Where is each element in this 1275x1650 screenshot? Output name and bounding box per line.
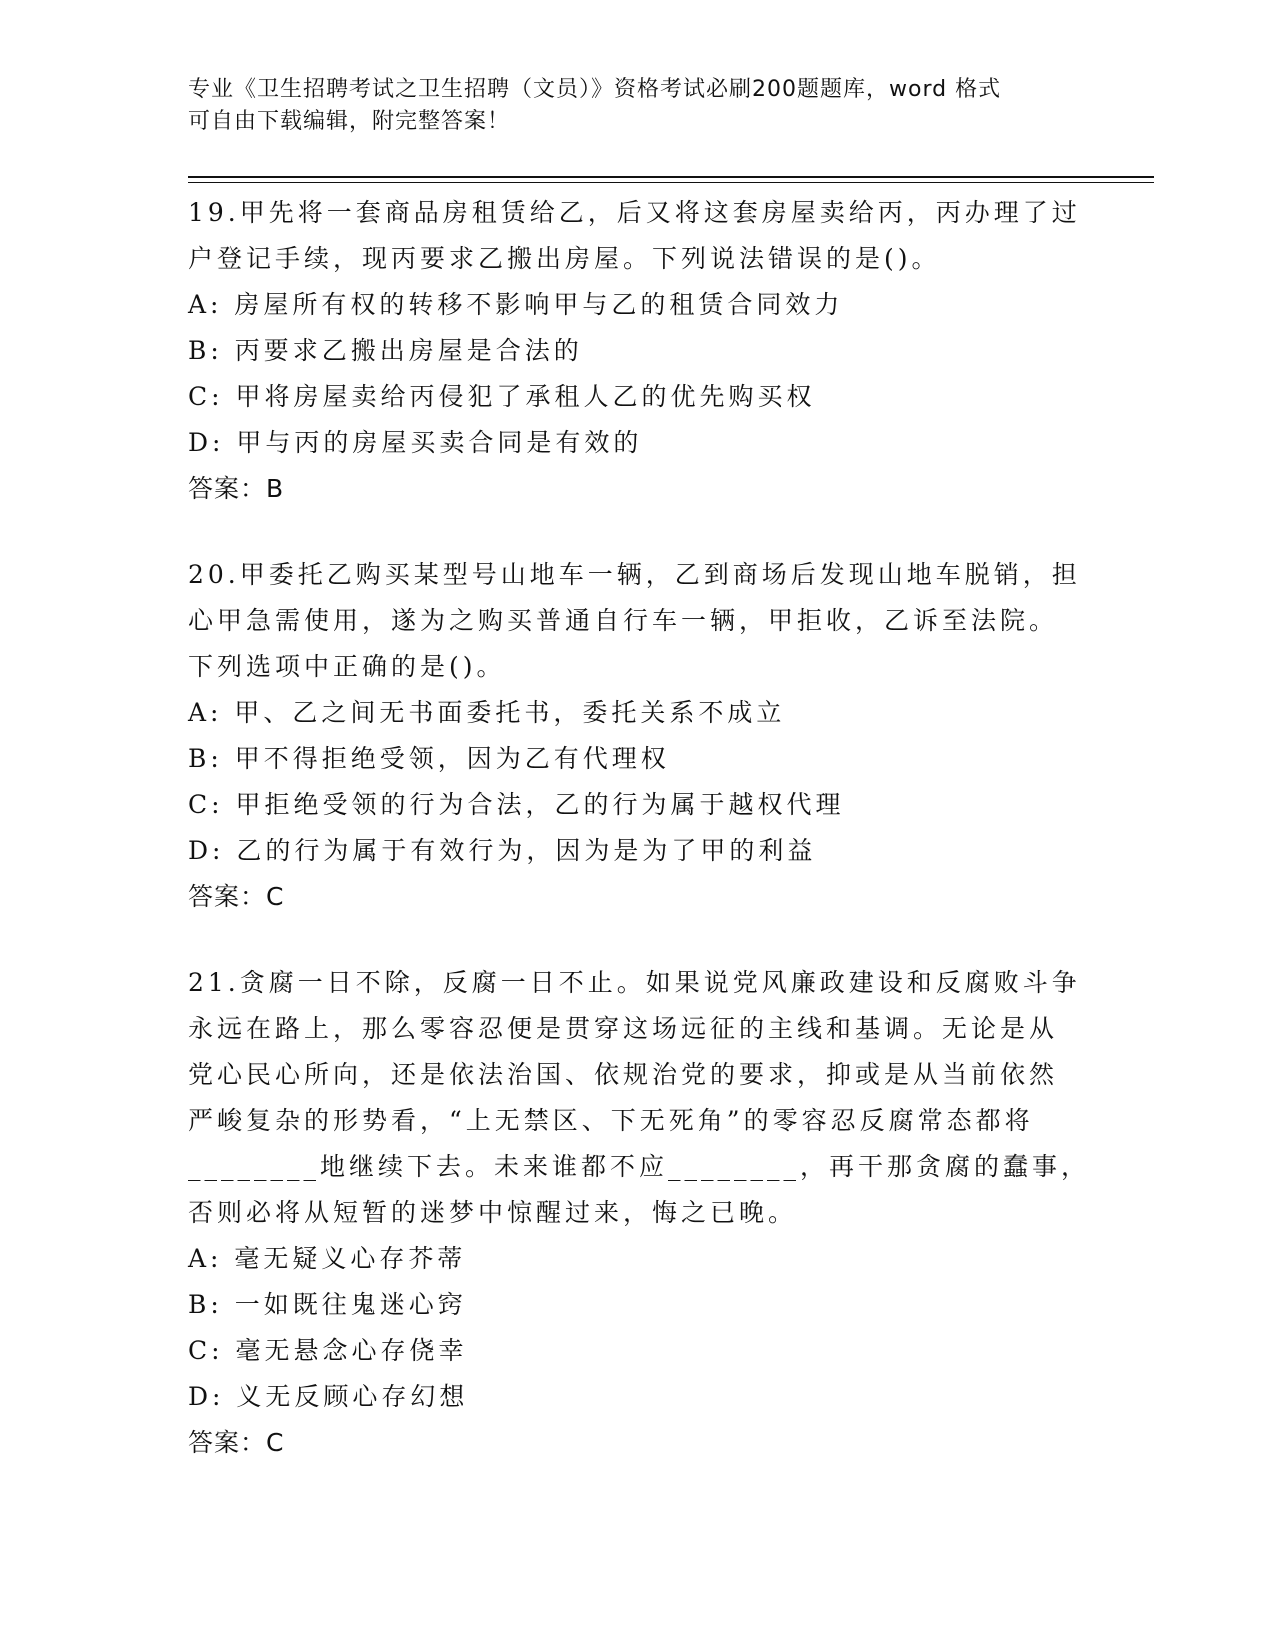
option-d: D: 义无反顾心存幻想 — [188, 1382, 469, 1411]
question-text-line: 19.甲先将一套商品房租赁给乙，后又将这套房屋卖给丙，丙办理了过 — [188, 198, 1081, 227]
option-a: A: 毫无疑义心存芥蒂 — [188, 1244, 467, 1273]
option-b: B: 丙要求乙搬出房屋是合法的 — [188, 336, 583, 365]
option-d: D: 乙的行为属于有效行为，因为是为了甲的利益 — [188, 836, 817, 865]
option-c: C: 毫无悬念心存侥幸 — [188, 1336, 468, 1365]
option-d: D: 甲与丙的房屋买卖合同是有效的 — [188, 428, 643, 457]
option-c: C: 甲将房屋卖给丙侵犯了承租人乙的优先购买权 — [188, 382, 816, 411]
question-19 — [188, 190, 1128, 512]
question-text-line: 户登记手续，现丙要求乙搬出房屋。下列说法错误的是()。 — [188, 244, 941, 273]
header-line-2: 可自由下载编辑，附完整答案！ — [188, 109, 511, 134]
option-c: C: 甲拒绝受领的行为合法，乙的行为属于越权代理 — [188, 790, 845, 819]
option-b: B: 甲不得拒绝受领，因为乙有代理权 — [188, 744, 670, 773]
answer-label: 答案：C — [188, 882, 285, 911]
question-text-line: 心甲急需使用，遂为之购买普通自行车一辆，甲拒收，乙诉至法院。 — [188, 606, 1059, 635]
answer-label: 答案：C — [188, 1428, 285, 1457]
question-text-line: ________地继续下去。未来谁都不应________，再干那贪腐的蠢事， — [188, 1152, 1091, 1181]
question-text-line: 党心民心所向，还是依法治国、依规治党的要求，抑或是从当前依然 — [188, 1060, 1059, 1089]
question-text-line: 否则必将从短暂的迷梦中惊醒过来，悔之已晚。 — [188, 1198, 798, 1227]
question-text-line: 20.甲委托乙购买某型号山地车一辆，乙到商场后发现山地车脱销，担 — [188, 560, 1081, 589]
answer-label: 答案：B — [188, 474, 285, 503]
question-text-line: 21.贪腐一日不除，反腐一日不止。如果说党风廉政建设和反腐败斗争 — [188, 968, 1081, 997]
header-divider-thick — [188, 176, 1154, 178]
question-text-line: 严峻复杂的形势看，“上无禁区、下无死角”的零容忍反腐常态都将 — [188, 1106, 1034, 1135]
header-divider-thin — [188, 182, 1154, 183]
header-line-1: 专业《卫生招聘考试之卫生招聘（文员）》资格考试必刷200题题库，word 格式 — [188, 77, 1002, 102]
question-20 — [188, 552, 1128, 920]
option-b: B: 一如既往鬼迷心窍 — [188, 1290, 467, 1319]
question-text-line: 下列选项中正确的是()。 — [188, 652, 506, 681]
question-text-line: 永远在路上，那么零容忍便是贯穿这场远征的主线和基调。无论是从 — [188, 1014, 1059, 1043]
option-a: A: 甲、乙之间无书面委托书，委托关系不成立 — [188, 698, 786, 727]
option-a: A: 房屋所有权的转移不影响甲与乙的租赁合同效力 — [188, 290, 844, 319]
question-list — [188, 190, 1128, 1506]
question-21 — [188, 960, 1128, 1466]
document-header — [188, 74, 1088, 138]
